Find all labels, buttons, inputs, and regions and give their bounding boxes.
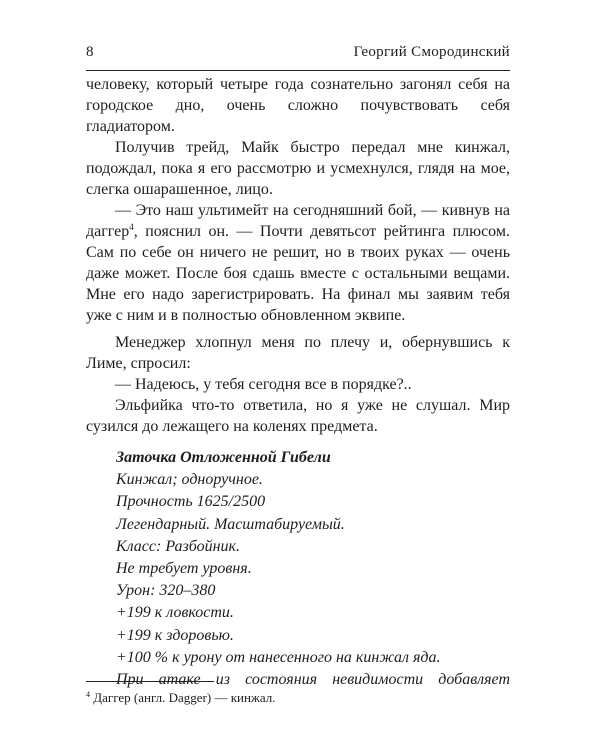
header-rule [86,70,510,71]
item-stat-line: Легендарный. Масштабируемый. [116,515,345,533]
paragraph: — Надеюсь, у тебя сегодня все в порядке?.. [115,376,412,393]
paragraph: Получив трейд, Майк быстро передал мне кинжал, подождал, пока я его рассмотрю и усмехнулся, глядя на мое, слегка ошарашенное, лицо. [86,139,510,198]
item-stat-line: Урон: 320–380 [116,582,216,600]
item-stat-line: +199 к здоровью. [116,626,234,644]
footnote-rule [86,681,214,682]
item-stat-line: Прочность 1625/2500 [116,493,266,511]
paragraph: Эльфийка что-то ответила, но я уже не слушал. Мир сузился до лежащего на коленях предмета. [86,397,510,435]
paragraph-part: , пояснил он. — Почти девятьсот рейтинга плюсом. Сам по себе он ничего не решит, но в твоих руках — очень даже может. После боя сдашь вместе с остальными вещами. Мне его надо зарегистрировать. На финал мы заявим тебя уже с ним и в полностью обновленном эквипе. [86,223,510,324]
page-number: 8 [86,44,94,60]
paragraph-part: — Это наш ультимейт на сегодняшний бой, — кивнув на даггер [86,202,510,240]
item-stat-line: Кинжал; одноручное. [116,471,263,489]
footnote [86,690,510,706]
item-stat-line: При атаке из состояния невидимости добавляет [116,671,510,689]
page-header [86,41,510,63]
paragraph [86,200,510,326]
footnote-text: Даггер (англ. Dagger) — кинжал. [93,690,276,705]
footnote-marker: 4 [86,690,90,699]
running-head-author: Георгий Смородинский [353,44,510,60]
paragraph: Менеджер хлопнул меня по плечу и, обернувшись к Лиме, спросил: [86,334,510,372]
item-title: Заточка Отложенной Гибели [116,449,331,466]
paragraph: человеку, который четыре года сознательно загонял себя на городское дно, очень сложно почувствовать себя гладиатором. [86,76,510,135]
book-page [86,0,510,750]
body-text [86,74,510,437]
item-stat-line: Не требует уровня. [116,560,252,578]
item-stat-line: +199 к ловкости. [116,604,234,622]
item-card [116,447,510,691]
item-stat-line: +100 % к урону от нанесенного на кинжал яда. [116,648,441,666]
footnote-reference: 4 [129,222,134,232]
item-stat-line: Класс: Разбойник. [116,537,240,555]
